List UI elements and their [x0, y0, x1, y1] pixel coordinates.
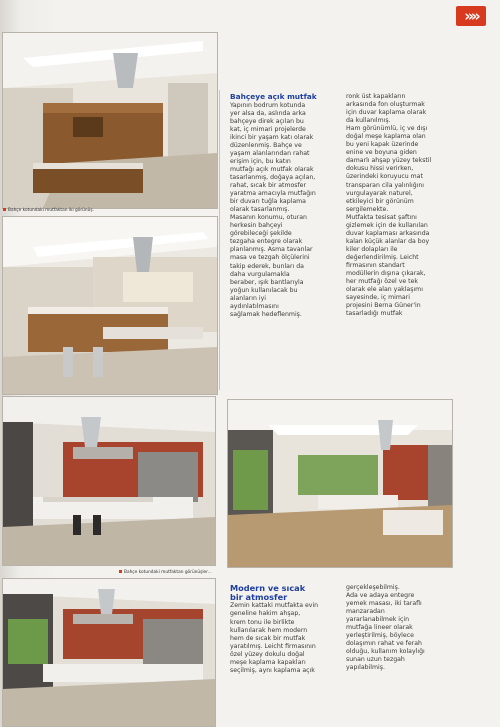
text-line: etkileyici bir görünüm [346, 197, 414, 205]
text-line: arkasında fon oluşturmak [346, 101, 425, 109]
text-line: bir duvarı tuğla kaplama [230, 198, 306, 206]
text-line: firmasının standart [346, 261, 405, 269]
text-line: aydınlatılmasını [230, 302, 279, 310]
text-line: gizlemek için de kullanılan [346, 221, 428, 229]
column-divider [219, 90, 220, 390]
text-line: doğal meşe kaplama olan [346, 133, 426, 141]
kitchen-photo-2 [2, 216, 218, 395]
kitchen-photo-4 [227, 399, 453, 568]
text-line: alanların iyi [230, 294, 266, 302]
caption-marker [3, 208, 6, 211]
section1-col1-body [230, 102, 348, 319]
text-line: Zemin kattaki mutfakta evin [230, 602, 319, 610]
text-line: görebileceği şekilde [230, 230, 292, 238]
text-line: hem de sıcak bir mutfak [230, 634, 306, 642]
section2-col2 [346, 584, 466, 673]
text-line: sergilemekte. [346, 205, 389, 213]
text-line: da kullanılmış. [346, 117, 391, 125]
caption-text: Bahçe kotundaki mutfaktan iki görünüş. [8, 208, 94, 213]
text-line: seçilmiş, aynı kaplama açık [230, 666, 315, 674]
text-line: kalan küçük alanlar da boy [346, 237, 430, 245]
text-line: sağlamak hedeflenmiş. [230, 310, 302, 318]
text-line: enine ve boyuna giden [346, 149, 417, 157]
text-line: yararlanabilmek için [346, 616, 410, 624]
text-line: Masanın konumu, oturan [230, 214, 307, 222]
text-line: tasarlanmış, doğaya açılan, [230, 174, 316, 182]
text-line: duvar kaplaması arkasında [346, 229, 430, 237]
text-line: tasarladığı mutfak [346, 310, 403, 318]
text-line: kiler dolapları ile [346, 245, 398, 253]
text-line: takip ederek, bunları da [230, 262, 304, 270]
text-line: ikinci bir yaşam katı olarak [230, 133, 314, 141]
photo-caption-bottom [119, 570, 212, 575]
text-line: modüllerin dışına çıkarak, [346, 270, 426, 278]
caption-text: Bahçe kotundaki mutfaktan görünüşler... [124, 570, 212, 575]
text-line: mutfağı açık mutfak olarak [230, 165, 314, 173]
section1-col1 [230, 93, 348, 319]
text-line: geneline hakim ahşap, [230, 610, 301, 618]
kitchen-photo-1 [2, 32, 218, 209]
text-line: mutfağa lineer olarak [346, 624, 413, 632]
text-line: bahçeye direk açılan bu [230, 117, 304, 125]
text-line: ronk üst kapakların [346, 93, 406, 100]
photo-caption-top [3, 208, 94, 213]
section2-col1 [230, 584, 348, 675]
text-line: tezgaha entegre olarak [230, 238, 303, 246]
text-line: masa ve tezgah ölçülerini [230, 254, 310, 262]
text-line: daha vurgulamakla [230, 270, 290, 278]
text-line: planlanmış. Asma tavanlar [230, 246, 313, 254]
text-line: transparan cila yalınlığını [346, 181, 424, 189]
text-line: sunan uzun tezgah [346, 656, 405, 664]
text-line: yemek masası, iki taraflı [346, 600, 422, 608]
text-line: yaratılmış. Leicht firmasının [230, 642, 316, 650]
text-line: meşe kaplama kapakları [230, 658, 306, 666]
text-line: manzaradan [346, 608, 385, 616]
section2-col1-body [230, 602, 348, 674]
text-line: yer alsa da, aslında arka [230, 109, 306, 117]
text-line: sayesinde, iç mimari [346, 294, 410, 302]
text-line: düzenlenmiş. Bahçe ve [230, 141, 302, 149]
text-line: herkesin bahçeyi [230, 222, 283, 230]
section1-col2 [346, 93, 466, 318]
text-line: gerçekleşebilmiş. [346, 584, 400, 591]
text-line: beraber, ışık bantlarıyla [230, 278, 304, 286]
kitchen-photo-3 [2, 396, 216, 566]
caption-marker [119, 570, 122, 573]
text-line: yoğun kullanılacak bu [230, 286, 298, 294]
text-line: için duvar kaplama olarak [346, 109, 427, 117]
text-line: bu yeni kapak üzerinde [346, 141, 419, 149]
text-line: vurgulayarak naturel, [346, 189, 413, 197]
text-line: krem tonu ile birlikte [230, 618, 295, 626]
section-heading-line2: bir atmosfer [230, 592, 288, 603]
section-heading-line1: Modern ve sıcak [230, 583, 306, 593]
kitchen-photo-5 [2, 578, 216, 727]
section1-col2-body [346, 93, 466, 318]
section2-col2-body [346, 584, 466, 673]
text-line: Yapının bodrum kotunda [230, 101, 306, 109]
text-line: yaratma amacıyla mutfağın [230, 190, 316, 198]
text-line: dolaşımın rahat ve ferah [346, 640, 422, 648]
text-line: olduğu, kullanım kolaylığı [346, 648, 425, 656]
text-line: yerleştirilmiş, böylece [346, 632, 414, 640]
text-line: yapılabilmiş. [346, 664, 385, 672]
text-line: Ham görünümlü, iç ve dışı [346, 125, 428, 133]
text-line: olarak ele alan yaklaşımı [346, 286, 423, 294]
text-line: değerlendirilmiş. Leicht [346, 253, 419, 261]
text-line: kullanılarak hem modern [230, 626, 308, 634]
text-line: kat, iç mimari projelerde [230, 125, 306, 133]
text-line: Mutfakta tesisat şaftını [346, 213, 417, 221]
text-line: projesini Berna Güner'in [346, 302, 421, 310]
text-line: özel yüzey dokulu doğal [230, 650, 305, 658]
text-line: yaşam alanlarından rahat [230, 149, 310, 157]
section-heading: Bahçeye açık mutfak [230, 92, 317, 101]
text-line: olarak tasarlanmış. [230, 206, 290, 214]
text-line: damarlı ahşap yüzey tekstil [346, 157, 432, 165]
chevron-right-double-icon[interactable]: »» [456, 6, 486, 26]
text-line: her mutfağı özel ve tek [346, 278, 418, 286]
text-line: erişim için, bu katın [230, 157, 291, 165]
text-line: üzerindeki koruyucu mat [346, 173, 423, 181]
text-line: rahat, sıcak bir atmosfer [230, 182, 307, 190]
text-line: Ada ve adaya entegre [346, 592, 415, 600]
text-line: dokusu hissi verirken, [346, 165, 414, 173]
